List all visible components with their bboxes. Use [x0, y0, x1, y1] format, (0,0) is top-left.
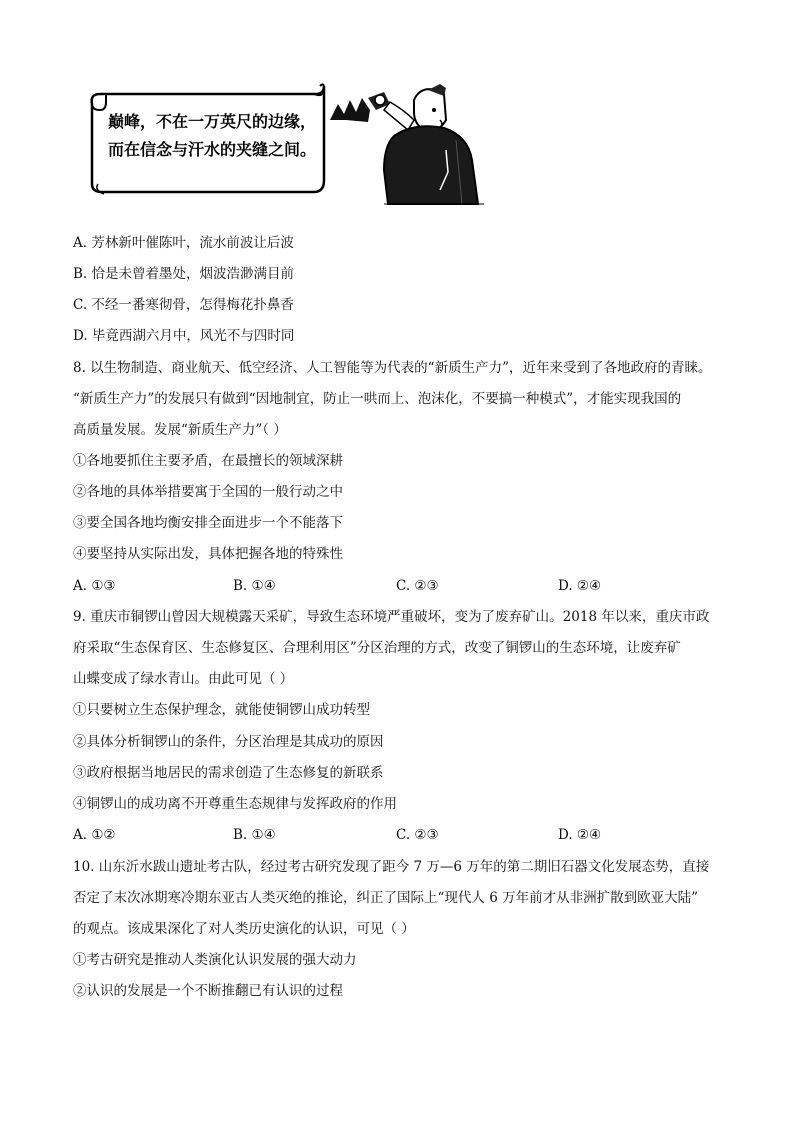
q9-statement-4: ④铜锣山的成功离不开尊重生态规律与发挥政府的作用	[73, 796, 397, 812]
q9-statement-1: ①只要树立生态保护理念，就能使铜锣山成功转型	[73, 702, 370, 718]
q8-stem-line-3: 高质量发展。发展“新质生产力”（ ）	[73, 422, 287, 438]
q9-statement-3: ③政府根据当地居民的需求创造了生态修复的新联系	[73, 765, 384, 781]
q9-stem-line-1: 9. 重庆市铜锣山曾因大规模露天采矿，导致生态环境严重破坏，变为了废弃矿山。2018 年以来，重庆市政	[73, 609, 710, 625]
q10-stem-line-1: 10. 山东沂水跋山遗址考古队，经过考古研究发现了距今 7 万—6 万年的第二期旧石器文化发展态势，直接	[73, 859, 710, 875]
q9-stem-line-2: 府采取“生态保育区、生态修复区、合理利用区”分区治理的方式，改变了铜锣山的生态环境，让废弃矿	[73, 640, 681, 656]
q8-statement-2: ②各地的具体举措要寓于全国的一般行动之中	[73, 484, 343, 500]
q8-statement-4: ④要坚持从实际出发，具体把握各地的特殊性	[73, 546, 343, 562]
q7-option-a: A. 芳林新叶催陈叶，流水前波让后波	[73, 235, 294, 251]
q8-stem-line-2: “新质生产力”的发展只有做到“因地制宜，防止一哄而上、泡沫化，不要搞一种模式”，才能实现我国的	[73, 391, 682, 407]
q8-statement-1: ①各地要抓住主要矛盾，在最擅长的领域深耕	[73, 453, 343, 469]
scroll-caption	[108, 108, 328, 164]
q8-choice-a: A. ①③	[73, 578, 116, 594]
q7-option-c: C. 不经一番寒彻骨，怎得梅花扑鼻香	[73, 297, 294, 313]
q10-statement-1: ①考古研究是推动人类演化认识发展的强大动力	[73, 952, 357, 968]
q10-stem-line-2: 否定了末次冰期寒冷期东亚古人类灭绝的推论，纠正了国际上“现代人 6 万年前才从非洲扩散到欧亚大陆”	[73, 890, 698, 906]
q10-stem-line-3: 的观点。该成果深化了对人类历史演化的认识，可见（ ）	[73, 921, 415, 937]
q8-choice-c: C. ②③	[396, 578, 439, 594]
cartoon-figure	[84, 80, 484, 208]
q8-choice-d: D. ②④	[558, 578, 602, 594]
q10-statement-2: ②认识的发展是一个不断推翻已有认识的过程	[73, 983, 343, 999]
q9-statement-2: ②具体分析铜锣山的条件，分区治理是其成功的原因	[73, 734, 384, 750]
caption-line-1: 巅峰，不在一万英尺的边缘，	[108, 112, 317, 131]
q9-choice-c: C. ②③	[396, 827, 439, 843]
q9-choice-a: A. ①②	[73, 827, 116, 843]
q9-choice-d: D. ②④	[558, 827, 602, 843]
q7-option-d: D. 毕竟西湖六月中，风光不与四时同	[73, 328, 295, 344]
q9-stem-line-3: 山蝶变成了绿水青山。由此可见（ ）	[73, 671, 294, 687]
q9-choice-b: B. ①④	[233, 827, 276, 843]
q7-option-b: B. 恰是未曾着墨处，烟波浩渺满目前	[73, 266, 295, 282]
caption-line-2: 而在信念与汗水的夹缝之间。	[108, 140, 317, 159]
q8-choice-b: B. ①④	[233, 578, 276, 594]
q8-stem-line-1: 8. 以生物制造、商业航天、低空经济、人工智能等为代表的“新质生产力”，近年来受到了各地政府的青睐。	[73, 360, 712, 376]
q8-statement-3: ③要全国各地均衡安排全面进步一个不能落下	[73, 515, 343, 531]
